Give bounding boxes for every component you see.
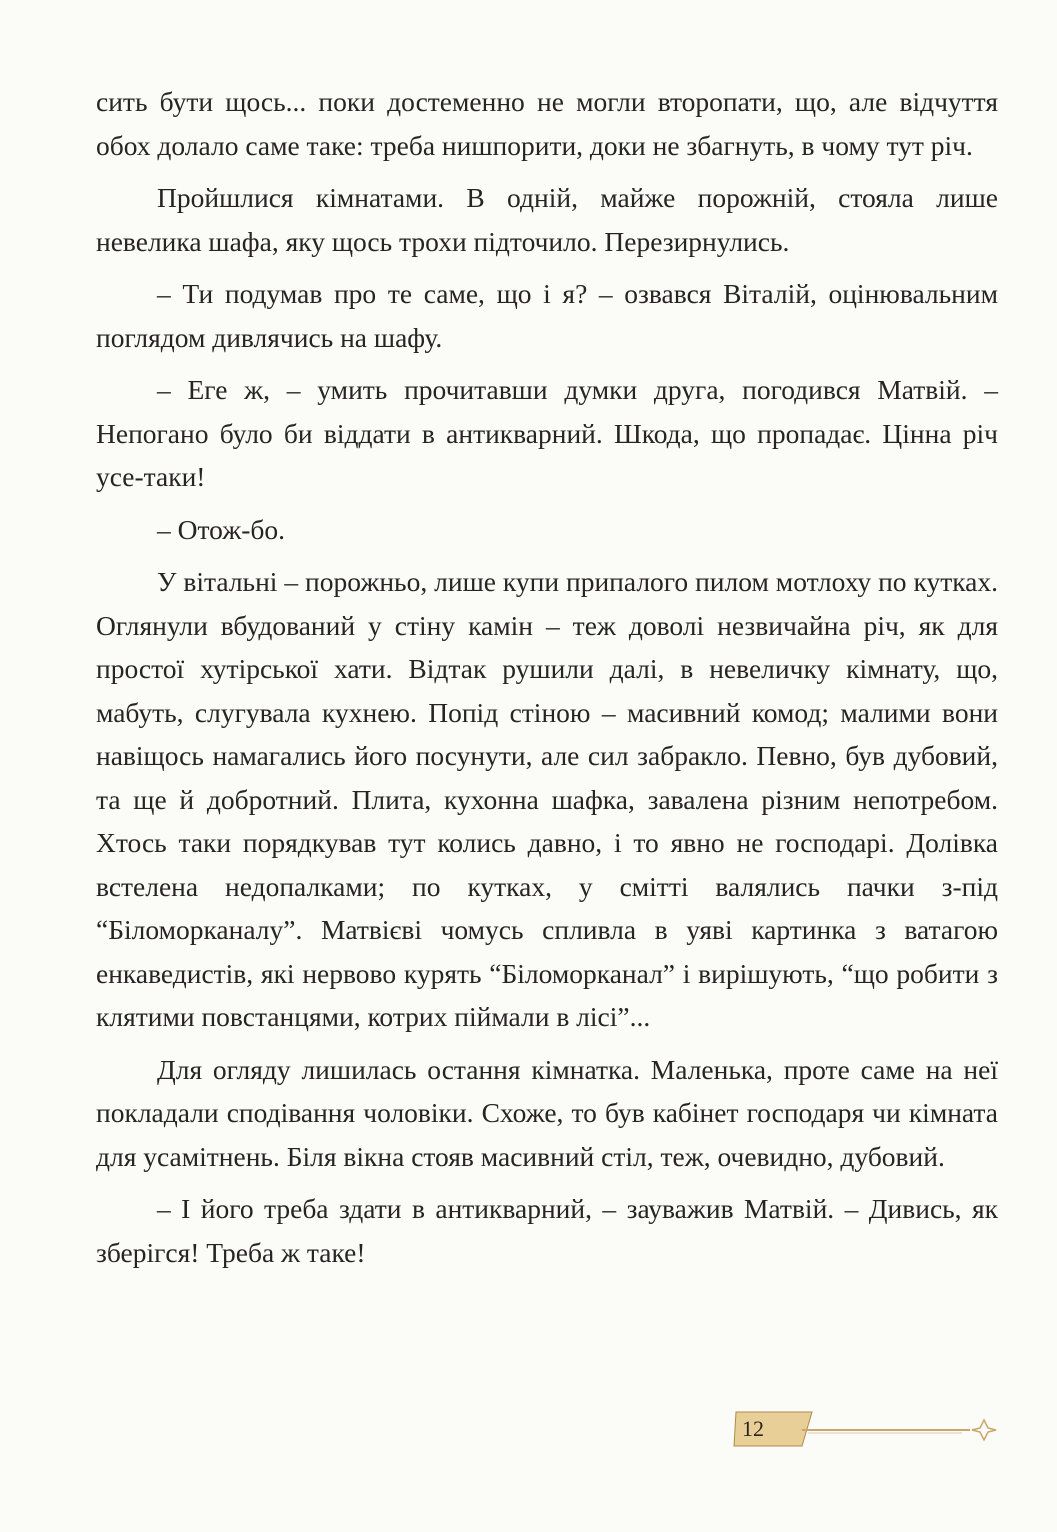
paragraph: Пройшлися кімнатами. В одній, майже порожній, стояла лише невелика шафа, яку щось трохи підточило. Перезирнулись. [96,182,998,257]
paragraph: – Еге ж, – умить прочитавши думки друга, погодився Матвій. – Непогано було би віддати в антикварний. Шкода, що пропадає. Цінна річ усе-таки! [96,374,998,492]
decorative-line-star-icon [802,1416,1002,1442]
paragraph: Для огляду лишилась остання кімнатка. Маленька, проте саме на неї покладали сподівання чоловіки. Схоже, то був кабінет господаря чи кімната для усамітнень. Біля вікна стояв масивний стіл, теж, очевидно, дубовий. [96,1053,998,1172]
paragraph: – Ти подумав про те саме, що і я? – озвався Віталій, оцінювальним поглядом дивлячись на шафу. [96,278,998,353]
page-number: 12 [742,1416,764,1441]
page-body [96,80,998,1283]
paragraph: сить бути щось... поки достеменно не могли второпати, що, але відчуття обох долало саме таке: треба нишпорити, доки не збагнуть, в чому тут річ. [96,86,998,161]
paragraph: – І його треба здати в антикварний, – зауважив Матвій. – Дивись, як зберігся! Треба ж таке! [96,1193,998,1268]
page-footer [732,1410,1002,1450]
paragraph: У вітальні – порожньо, лише купи припалого пилом мотлоху по кутках. Оглянули вбудований у стіну камін – теж доволі незвичайна річ, як для простої хутірської хати. Відтак рушили далі, в невеличку кімнату, що, мабуть, слугувала кухнею. Попід стіною – масивний комод; малими вони навіщось намагались його посунути, але сил забракло. Певно, був дубовий, та ще й добротний. Плита, кухонна шафка, завалена різним непотребом. Хтось таки порядкував тут колись давно, і то явно не господарі. Долівка встелена недопалками; по кутках, у смітті валялись пачки з-під “Біломорканалу”. Матвієві чомусь спливла в уяві картинка з ватагою енкаведистів, які нервово курять “Біломорканал” і вирішують, “що робити з клятими повстанцями, котрих піймали в лісі”... [96,566,998,1032]
paragraph: – Отож-бо. [157,513,285,545]
